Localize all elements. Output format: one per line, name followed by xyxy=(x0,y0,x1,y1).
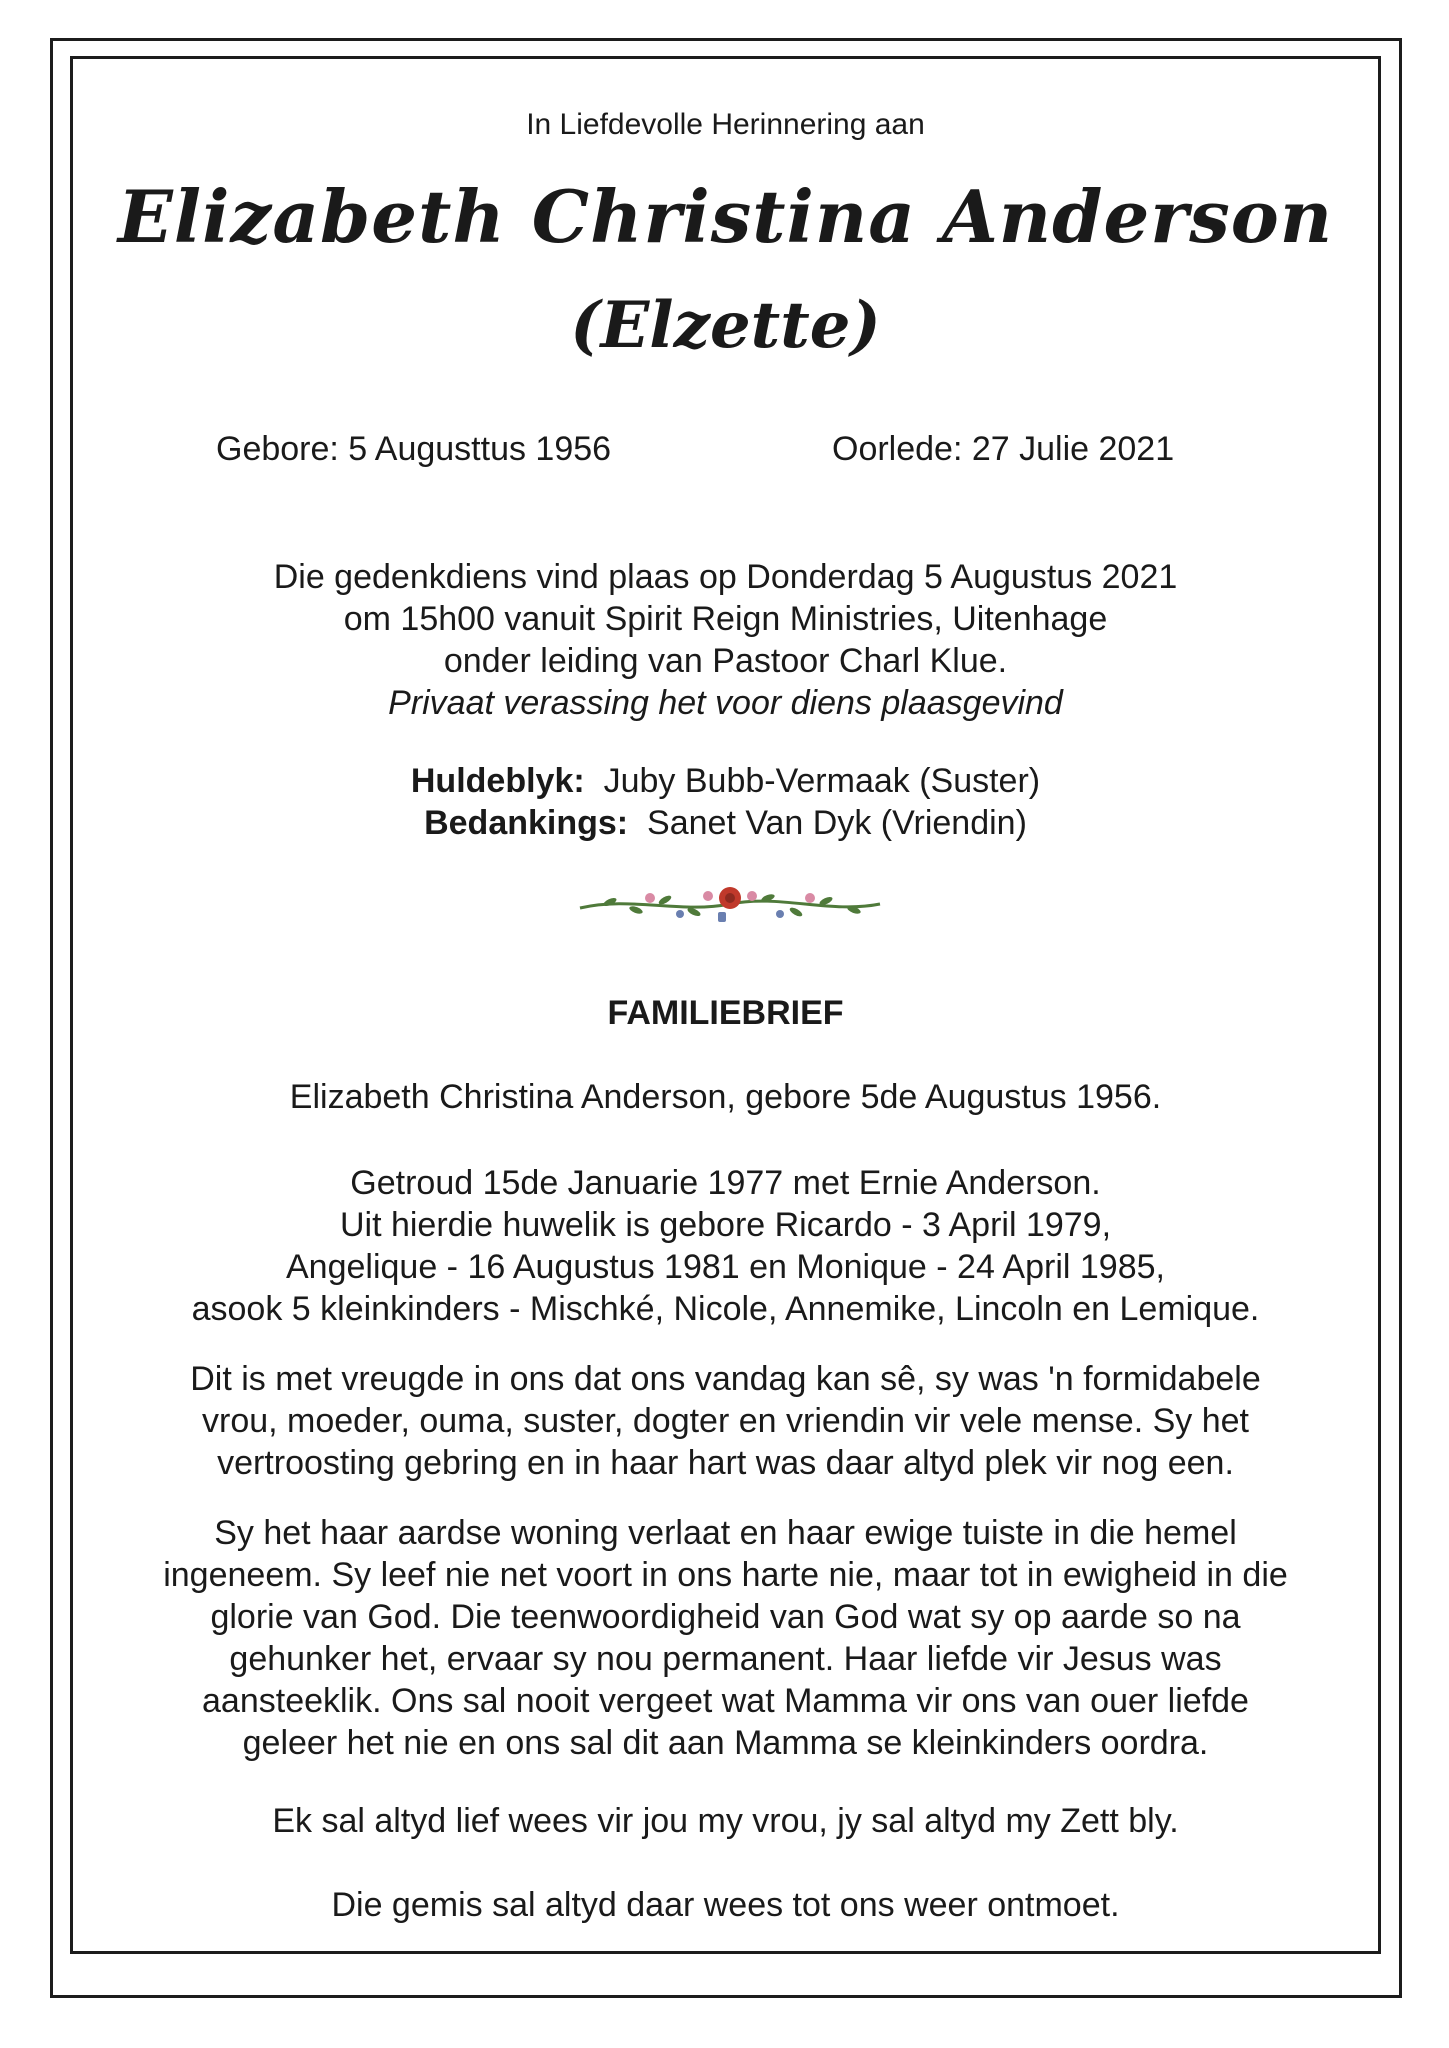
letter-line: Dit is met vreugde in ons dat ons vandag kan sê, sy was 'n formidabele xyxy=(190,1360,1261,1398)
letter-line: asook 5 kleinkinders - Mischké, Nicole, Annemike, Lincoln en Lemique. xyxy=(191,1290,1260,1328)
thanks-label: Bedankings: xyxy=(424,804,629,842)
letter-line: ingeneem. Sy leef nie net voort in ons harte nie, maar tot in ewigheid in die xyxy=(163,1556,1288,1594)
deceased-nickname: (Elzette) xyxy=(570,288,881,363)
family-letter-heading: FAMILIEBRIEF xyxy=(607,994,844,1032)
letter-line: Uit hierdie huwelik is gebore Ricardo - 3 April 1979, xyxy=(339,1206,1112,1244)
letter-paragraph-4 xyxy=(70,1512,1381,1764)
letter-line: Die gemis sal altyd daar wees tot ons weer ontmoet. xyxy=(331,1886,1120,1924)
thanks-line xyxy=(70,802,1381,844)
birth-date: Gebore: 5 Augusttus 1956 xyxy=(216,430,612,468)
service-line: Die gedenkdiens vind plaas op Donderdag 5 Augustus 2021 xyxy=(273,558,1178,596)
floral-garland-icon xyxy=(570,868,890,938)
service-line: onder leiding van Pastoor Charl Klue. xyxy=(443,642,1008,680)
intro-text: In Liefdevolle Herinnering aan xyxy=(526,108,925,141)
letter-line: geleer het nie en ons sal dit aan Mamma se kleinkinders oordra. xyxy=(242,1724,1209,1762)
letter-line: gehunker het, ervaar sy nou permanent. Haar liefde vir Jesus was xyxy=(229,1640,1222,1678)
service-line: om 15h00 vanuit Spirit Reign Ministries, Uitenhage xyxy=(343,600,1108,638)
letter-line: Getroud 15de Januarie 1977 met Ernie Anderson. xyxy=(350,1164,1101,1202)
letter-paragraph-5 xyxy=(70,1800,1381,1842)
tribute-line xyxy=(70,760,1381,802)
letter-paragraph-6 xyxy=(70,1884,1381,1926)
deceased-name: Elizabeth Christina Anderson xyxy=(117,174,1334,259)
letter-paragraph-3 xyxy=(70,1358,1381,1484)
service-details xyxy=(70,556,1381,724)
letter-paragraph-2 xyxy=(70,1162,1381,1330)
letter-paragraph-1 xyxy=(70,1076,1381,1118)
letter-line: Angelique - 16 Augustus 1981 en Monique - 24 April 1985, xyxy=(286,1248,1165,1286)
death-date: Oorlede: 27 Julie 2021 xyxy=(832,430,1175,468)
letter-line: Ek sal altyd lief wees vir jou my vrou, jy sal altyd my Zett bly. xyxy=(272,1802,1179,1840)
letter-line: aansteeklik. Ons sal nooit vergeet wat Mamma vir ons van ouer liefde xyxy=(202,1682,1249,1720)
roles xyxy=(70,760,1381,844)
letter-line: vertroosting gebring en in haar hart was daar altyd plek vir nog een. xyxy=(217,1444,1234,1482)
letter-line: Elizabeth Christina Anderson, gebore 5de Augustus 1956. xyxy=(289,1078,1162,1116)
letter-line: Sy het haar aardse woning verlaat en haar ewige tuiste in die hemel xyxy=(214,1514,1237,1552)
letter-line: glorie van God. Die teenwoordigheid van God wat sy op aarde so na xyxy=(210,1598,1241,1636)
cremation-note: Privaat verassing het voor diens plaasgevind xyxy=(388,684,1063,722)
thanks-value: Sanet Van Dyk (Vriendin) xyxy=(647,804,1027,842)
tribute-label: Huldeblyk: xyxy=(410,762,585,800)
tribute-value: Juby Bubb-Vermaak (Suster) xyxy=(603,762,1041,800)
letter-line: vrou, moeder, ouma, suster, dogter en vriendin vir vele mense. Sy het xyxy=(202,1402,1249,1440)
